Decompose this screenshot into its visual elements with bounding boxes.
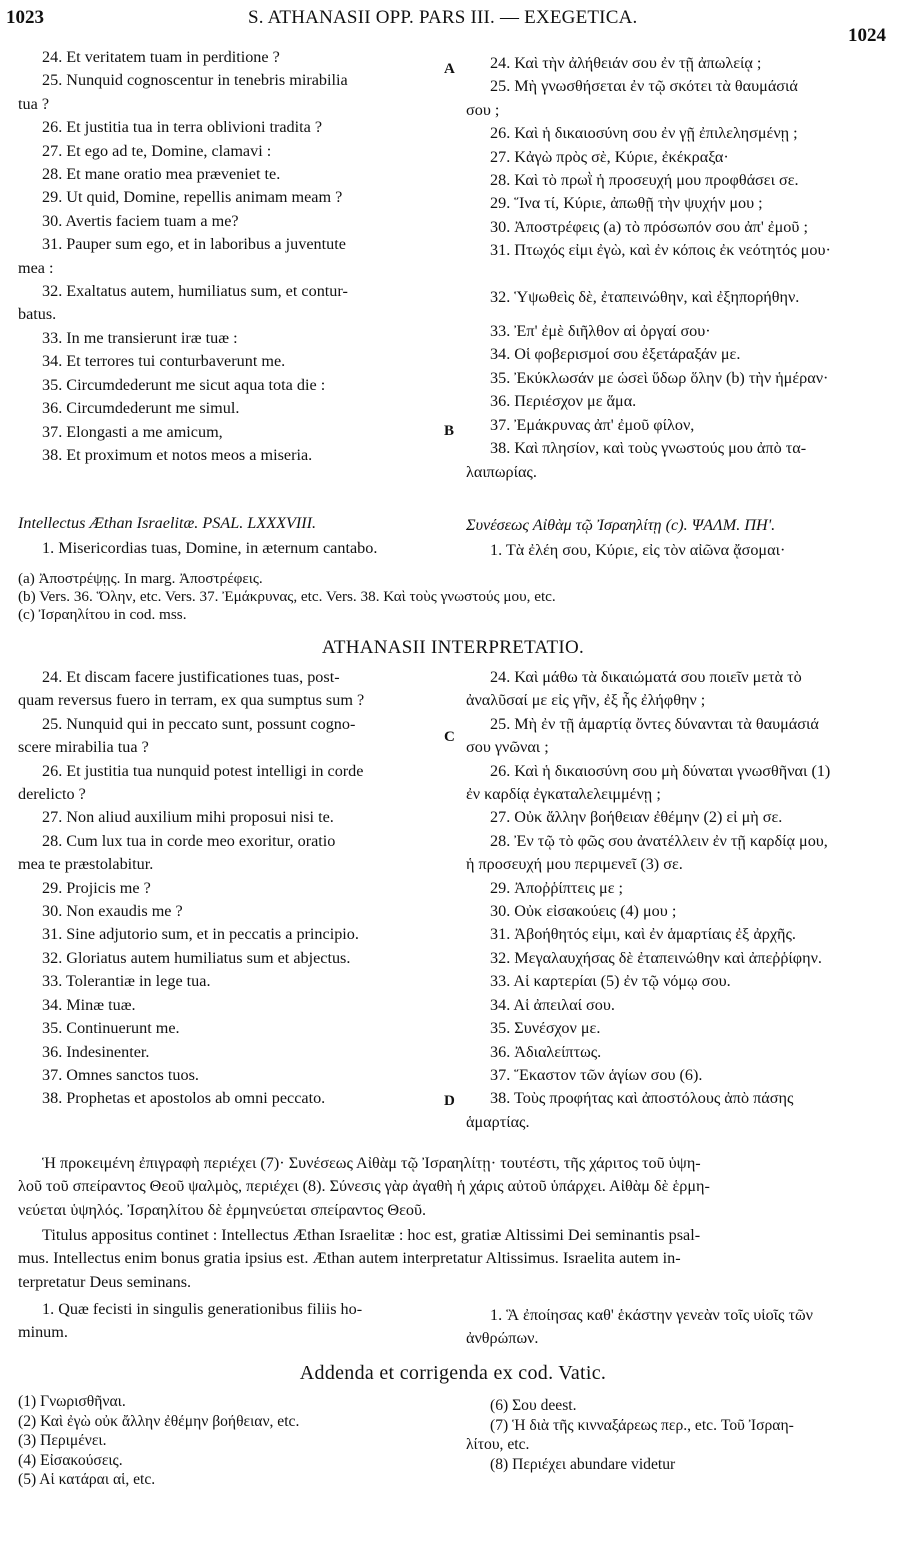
footnotes — [18, 570, 888, 624]
greek-interp-verse: 34. Αἱ ἀπειλαί σου. — [490, 995, 615, 1014]
greek-verse: 28. Καὶ τὸ πρωῒ ἡ προσευχή μου προφθάσει σε. — [490, 171, 799, 190]
latin-verse-cont: batus. — [18, 305, 57, 324]
latin-verse: 31. Pauper sum ego, et in laboribus a juventute — [42, 235, 346, 254]
footnote: (a) Ἀποστρέψῃς. In marg. Ἀποστρέφεις. — [18, 570, 263, 587]
greek-interp-verse: 37. Ἕκαστον τῶν ἁγίων σου (6). — [490, 1065, 703, 1084]
final-verse-line: minum. — [18, 1323, 68, 1342]
greek-verse-cont: λαιπωρίας. — [466, 462, 537, 481]
greek-interp-verse: 27. Οὐκ ἄλλην βοήθειαν ἐθέμην (2) εἰ μὴ σε. — [490, 808, 783, 827]
greek-interp-cont: ἐν καρδίᾳ ἐγκαταλελειμμένῃ ; — [466, 785, 661, 804]
latin-interp-verse: 37. Omnes sanctos tuos. — [42, 1065, 199, 1084]
addenda-entry: (1) Γνωρισθῆναι. — [18, 1393, 126, 1410]
greek-verse: 35. Ἐκύκλωσάν με ὡσεὶ ὕδωρ ὅλην (b) τὴν ἡμέραν· — [490, 368, 829, 387]
final-verse-greek — [466, 1304, 888, 1351]
commentary-line: Ἡ προκειμένη ἐπιγραφὴ περιέχει (7)· Συνέσεως Αἰθὰμ τῷ Ἰσραηλίτῃ· τουτέστι, τῆς χάριτος τοῦ ὑψη- — [42, 1154, 701, 1172]
greek-interp-verse: 35. Συνέσχον με. — [490, 1019, 601, 1038]
greek-interp-cont: ἁμαρτίας. — [466, 1112, 530, 1131]
addenda-entry: (5) Αἱ κατάραι αἱ, etc. — [18, 1471, 156, 1488]
addenda-entry: (4) Εἰσακούσεις. — [18, 1451, 123, 1469]
latin-verse: 36. Circumdederunt me simul. — [42, 399, 240, 418]
greek-verse: 34. Οἱ φοβερισμοί σου ἐξετάραξάν με. — [490, 345, 741, 364]
greek-interp-verse: 29. Ἀποῤῥίπτεις με ; — [490, 878, 624, 897]
latin-verse: 26. Et justitia tua in terra oblivioni tradita ? — [42, 118, 323, 137]
psalm-heading-latin: Intellectus Æthan Israelitæ. PSAL. LXXXVIII. — [18, 514, 317, 532]
footnote: (c) Ἰσραηλίτου in cod. mss. — [18, 606, 187, 623]
latin-interp-verse: 32. Gloriatus autem humiliatus sum et abjectus. — [42, 948, 351, 967]
latin-interp-verse: 25. Nunquid qui in peccato sunt, possunt cogno- — [42, 714, 356, 733]
greek-verse: 31. Πτωχός εἰμι ἐγὼ, καὶ ἐν κόποις ἐκ νεότητός μου· — [490, 241, 831, 260]
greek-verse: 24. Καὶ τὴν ἀλήθειάν σου ἐν τῇ ἀπωλείᾳ ; — [490, 54, 762, 72]
verse-one-latin: 1. Misericordias tuas, Domine, in æternum cantabo. — [42, 539, 378, 557]
greek-verse: 25. Μὴ γνωσθήσεται ἐν τῷ σκότει τὰ θαυμάσιά — [490, 77, 798, 96]
addenda-entry: λίτου, etc. — [466, 1436, 530, 1453]
commentary-line: λοῦ τοῦ σπείραντος Θεοῦ ψαλμὸς, περιέχει (8). Σύνεσις γὰρ ἀγαθὴ ἡ χάρις αὐτοῦ ὑπάρχει. Αἰθὰμ δὲ ἑρμη- — [18, 1177, 710, 1196]
page-number-left: 1023 — [6, 7, 44, 28]
addenda-entry: (7) Ἡ διὰ τῆς κινναξάρεως περ., etc. Τοῦ Ἰσραη- — [490, 1416, 794, 1434]
greek-interp-verse: 30. Οὐκ εἰσακούεις (4) μου ; — [490, 902, 677, 921]
commentary-line: Titulus appositus continet : Intellectus Æthan Israelitæ : hoc est, gratiæ Altissimi Dei seminantis psal- — [42, 1226, 701, 1244]
latin-interp-verse: 34. Minæ tuæ. — [42, 995, 136, 1014]
final-verse-line: ἀνθρώπων. — [466, 1329, 539, 1348]
greek-interp-verse: 38. Τοὺς προφήτας καὶ ἀποστόλους ἀπὸ πάσης — [490, 1089, 794, 1108]
greek-verse-cont: σου ; — [466, 100, 500, 119]
greek-verse: 29. Ἵνα τί, Κύριε, ἀπωθῇ τὴν ψυχήν μου ; — [490, 194, 763, 213]
section-title: ATHANASII INTERPRETATIO. — [321, 637, 585, 658]
latin-interp-verse: 28. Cum lux tua in corde meo exoritur, oratio — [42, 831, 336, 850]
greek-interp-cont: σου γνῶναι ; — [466, 738, 549, 757]
latin-verse: 24. Et veritatem tuam in perditione ? — [42, 48, 280, 66]
latin-verse: 37. Elongasti a me amicum, — [42, 422, 223, 441]
margin-letter-c: C — [444, 729, 455, 745]
latin-interp-verse: 35. Continuerunt me. — [42, 1019, 180, 1038]
running-title: S. ATHANASII OPP. PARS III. — EXEGETICA. — [248, 7, 638, 28]
greek-interp-verse: 24. Καὶ μάθω τὰ δικαιώματά σου ποιεῖν μετὰ τὸ — [490, 668, 802, 686]
addenda-entry: (3) Περιμένει. — [18, 1432, 107, 1449]
latin-psalm-text — [18, 46, 442, 467]
latin-verse: 27. Et ego ad te, Domine, clamavi : — [42, 141, 272, 160]
latin-verse: 34. Et terrores tui conturbaverunt me. — [42, 352, 286, 371]
latin-interp-verse: 33. Tolerantiæ in lege tua. — [42, 972, 211, 991]
verse-one-greek: 1. Τὰ ἐλέη σου, Κύριε, εἰς τὸν αἰῶνα ᾄσομαι· — [490, 541, 786, 559]
latin-verse-cont: tua ? — [18, 94, 50, 113]
greek-verse: 32. Ὑψωθεὶς δὲ, ἐταπεινώθην, καὶ ἐξηπορήθην. — [490, 287, 800, 306]
greek-interp-verse: 28. Ἐν τῷ τὸ φῶς σου ἀνατέλλειν ἐν τῇ καρδίᾳ μου, — [490, 831, 828, 850]
psalm-heading-greek: Συνέσεως Αἰθὰμ τῷ Ἰσραηλίτῃ (c). ΨΑΛΜ. ΠΗ'. — [466, 516, 776, 534]
greek-interp-verse: 36. Ἀδιαλείπτως. — [490, 1042, 602, 1061]
addenda-entry: (8) Περιέχει abundare videtur — [490, 1455, 676, 1473]
latin-interp-verse: 29. Projicis me ? — [42, 878, 151, 897]
commentary-line: mus. Intellectus enim bonus gratia ipsius est. Æthan autem interpretatur Altissimus. Israelita autem in- — [18, 1249, 681, 1268]
commentary-line: νεύεται ὑψηλός. Ἰσραηλίτου δὲ ἑρμηνεύεται σπείραντος Θεοῦ. — [18, 1200, 427, 1219]
latin-verse-cont: mea : — [18, 258, 54, 277]
greek-interp-verse: 31. Ἀβοήθητός εἰμι, καὶ ἐν ἁμαρτίαις ἐξ ἀρχῆς. — [490, 925, 796, 944]
greek-interp-cont: ἀναλῦσαί με εἰς γῆν, ἐξ ἧς ἐλήφθην ; — [466, 691, 706, 710]
final-verse-line: 1. Ἃ ἐποίησας καθ' ἑκάστην γενεὰν τοῖς υἱοῖς τῶν — [490, 1306, 813, 1324]
page-number-right: 1024 — [848, 25, 886, 46]
addenda-entry: (2) Καὶ ἐγὼ οὐκ ἄλλην ἐθέμην βοήθειαν, etc. — [18, 1412, 300, 1430]
greek-verse: 33. Ἐπ' ἐμὲ διῆλθον αἱ ὀργαί σου· — [490, 322, 711, 341]
latin-interp-cont: quam reversus fuero in terram, ex qua sumptus sum ? — [18, 691, 365, 710]
addenda-entry: (6) Σου deest. — [490, 1397, 577, 1414]
addenda-right — [466, 1396, 888, 1474]
latin-interp-verse: 31. Sine adjutorio sum, et in peccatis a principio. — [42, 925, 359, 944]
greek-verse: 30. Ἀποστρέφεις (a) τὸ πρόσωπόν σου ἀπ' ἐμοῦ ; — [490, 217, 808, 236]
margin-letter-a: A — [444, 61, 455, 77]
greek-verse: 26. Καὶ ἡ δικαιοσύνη σου ἐν γῇ ἐπιλελησμένῃ ; — [490, 124, 798, 143]
commentary-line: terpretatur Deus seminans. — [18, 1272, 192, 1291]
greek-verse: 38. Καὶ πλησίον, καὶ τοὺς γνωστούς μου ἀπὸ τα- — [490, 439, 807, 458]
latin-verse: 25. Nunquid cognoscentur in tenebris mirabilia — [42, 71, 348, 90]
margin-letter-d: D — [444, 1093, 455, 1109]
greek-interp-verse: 26. Καὶ ἡ δικαιοσύνη σου μὴ δύναται γνωσθῆναι (1) — [490, 761, 831, 780]
latin-interp-cont: mea te præstolabitur. — [18, 855, 154, 874]
latin-interp-verse: 36. Indesinenter. — [42, 1042, 150, 1061]
latin-verse: 33. In me transierunt iræ tuæ : — [42, 328, 238, 347]
greek-verse: 27. Κἀγὼ πρὸς σὲ, Κύριε, ἐκέκραξα· — [490, 147, 729, 166]
addenda-title: Addenda et corrigenda ex cod. Vatic. — [299, 1362, 607, 1384]
latin-interp-verse: 27. Non aliud auxilium mihi proposui nisi te. — [42, 808, 334, 827]
greek-interp-cont: ἡ προσευχή μου περιμενεῖ (3) σε. — [466, 855, 683, 874]
latin-interp-cont: derelicto ? — [18, 785, 86, 804]
latin-commentary — [18, 1224, 888, 1294]
latin-interp-verse: 38. Prophetas et apostolos ab omni peccato. — [42, 1089, 326, 1108]
latin-interp-verse: 26. Et justitia tua nunquid potest intelligi in corde — [42, 761, 364, 780]
greek-psalm-text — [466, 52, 888, 484]
latin-verse: 29. Ut quid, Domine, repellis animam meam ? — [42, 188, 343, 207]
greek-interp-verse: 33. Αἱ καρτερίαι (5) ἐν τῷ νόμῳ σου. — [490, 972, 731, 991]
latin-interp-verse: 24. Et discam facere justificationes tuas, post- — [42, 668, 340, 686]
final-verse-line: 1. Quæ fecisti in singulis generationibus filiis ho- — [42, 1300, 363, 1318]
footnote: (b) Vers. 36. Ὅλην, etc. Vers. 37. Ἐμάκρυνας, etc. Vers. 38. Καὶ τοὺς γνωστούς μου, etc. — [18, 588, 556, 605]
greek-interpretation — [466, 666, 888, 1134]
greek-interp-verse: 32. Μεγαλαυχήσας δὲ ἐταπεινώθην καὶ ἀπεῤῥίφην. — [490, 948, 822, 967]
latin-verse: 28. Et mane oratio mea præveniet te. — [42, 165, 281, 184]
latin-verse: 30. Avertis faciem tuam a me? — [42, 211, 239, 230]
greek-verse: 37. Ἐμάκρυνας ἀπ' ἐμοῦ φίλον, — [490, 415, 695, 434]
greek-interp-verse: 25. Μὴ ἐν τῇ ἁμαρτίᾳ ὄντες δύνανται τὰ θαυμάσιά — [490, 714, 819, 733]
margin-letter-b: B — [444, 423, 455, 439]
addenda-left — [18, 1392, 442, 1490]
latin-verse: 32. Exaltatus autem, humiliatus sum, et contur- — [42, 282, 348, 301]
greek-commentary — [18, 1152, 888, 1222]
latin-interp-verse: 30. Non exaudis me ? — [42, 902, 183, 921]
latin-interpretation — [18, 666, 442, 1111]
final-verse-latin — [18, 1298, 442, 1345]
latin-interp-cont: scere mirabilia tua ? — [18, 738, 149, 757]
greek-verse: 36. Περιέσχον με ἅμα. — [490, 392, 637, 411]
latin-verse: 35. Circumdederunt me sicut aqua tota die : — [42, 375, 326, 394]
latin-verse: 38. Et proximum et notos meos a miseria. — [42, 445, 313, 464]
